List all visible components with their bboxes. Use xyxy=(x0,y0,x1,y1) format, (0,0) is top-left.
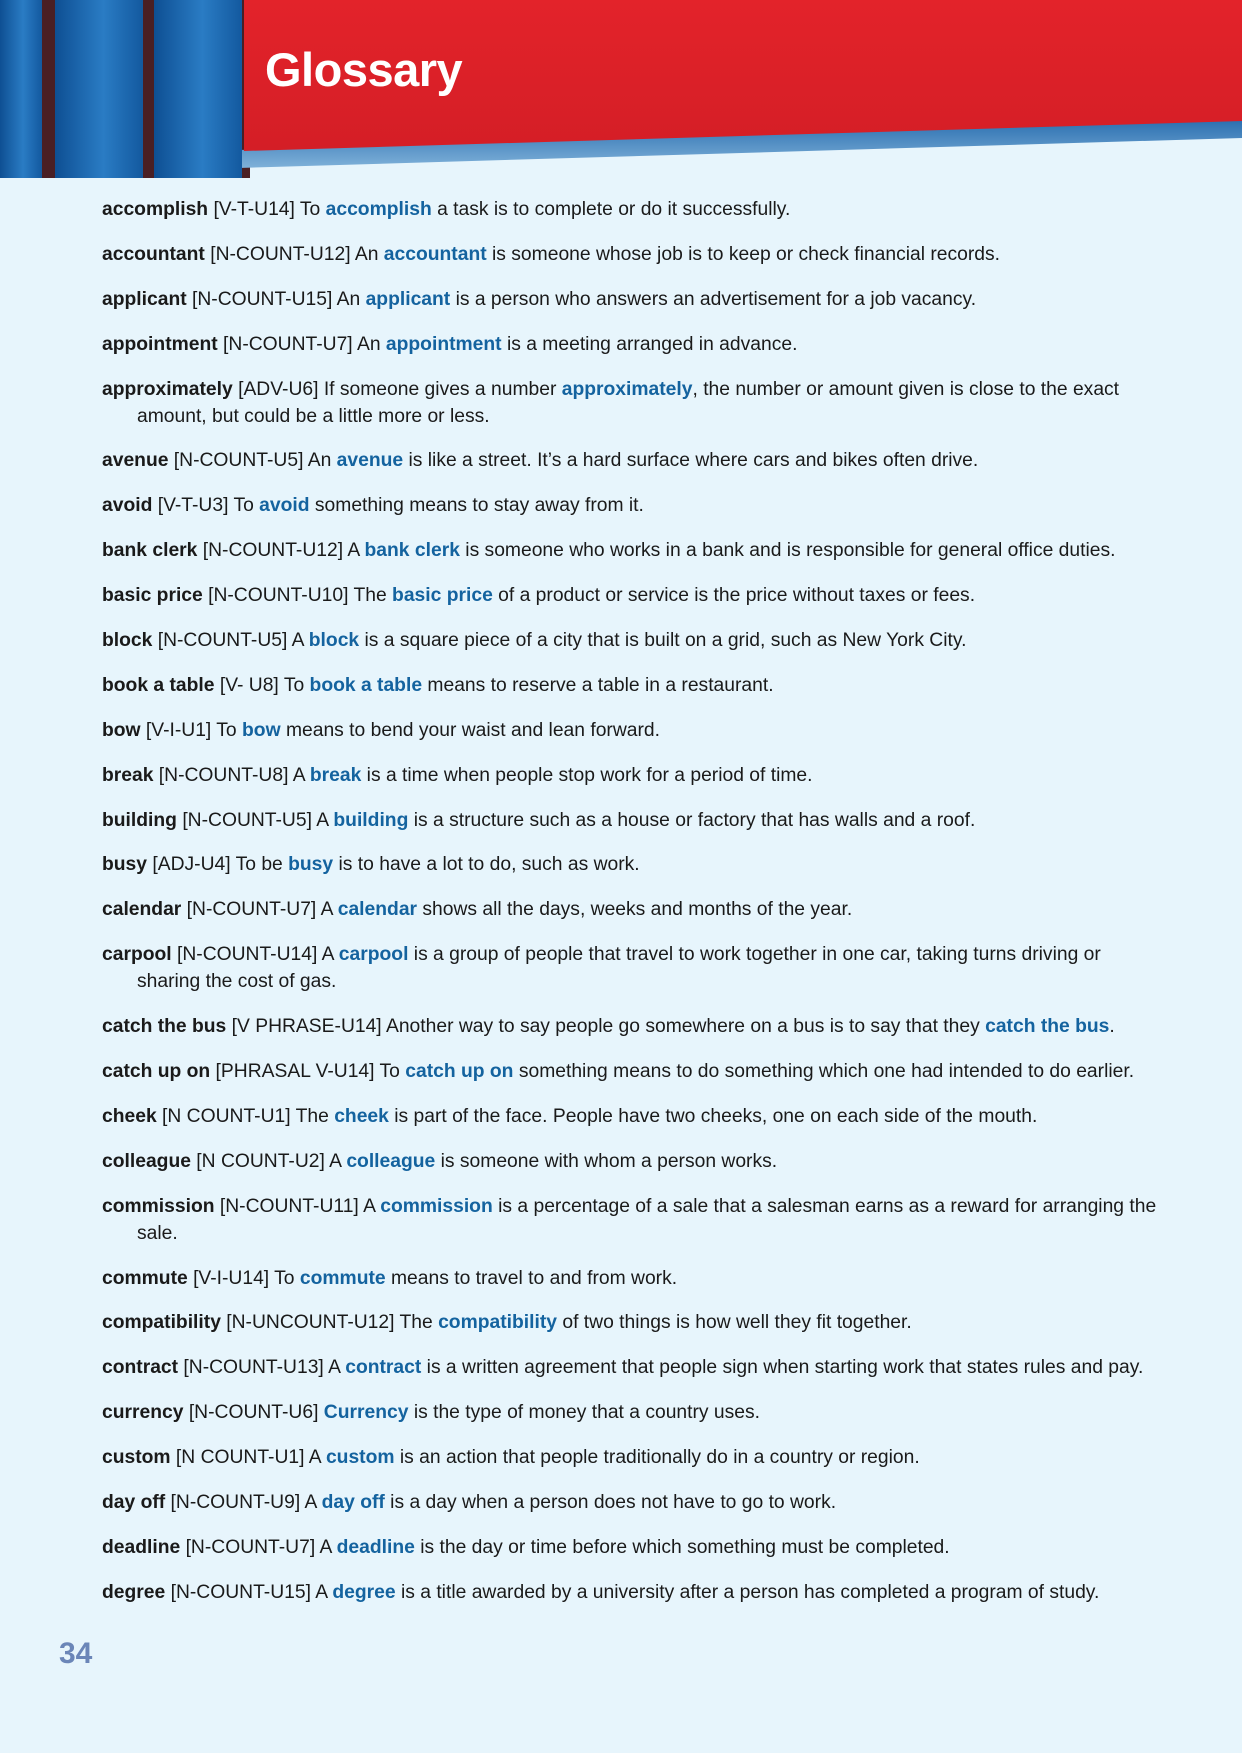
entry-tag: [ADV-U6] xyxy=(232,378,324,400)
entry-keyword: degree xyxy=(332,1581,396,1603)
entry-definition-start: A xyxy=(347,540,365,562)
entry-definition-end: something means to stay away from it. xyxy=(309,495,644,517)
entry-tag: [N-COUNT-U12] xyxy=(197,540,348,562)
entry-tag: [PHRASAL V-U14] xyxy=(210,1061,380,1083)
entry-keyword: Currency xyxy=(323,1402,409,1424)
entry-tag: [ADJ-U4] xyxy=(147,854,236,876)
entry-keyword: building xyxy=(333,809,409,831)
entry-headword: block xyxy=(102,630,153,652)
entry-definition-start: Another way to say people go somewhere on a bus is to say that they xyxy=(385,1016,986,1038)
entry-definition-start: An xyxy=(307,450,337,472)
glossary-entry xyxy=(102,537,1164,564)
glossary-entry xyxy=(102,1444,1164,1471)
glossary-entry xyxy=(102,196,1164,223)
glossary-entry xyxy=(102,1534,1164,1561)
glossary-entry xyxy=(102,851,1164,878)
entry-keyword: catch the bus xyxy=(985,1016,1110,1038)
glossary-entry xyxy=(102,582,1164,609)
entry-keyword: colleague xyxy=(346,1150,436,1172)
entry-headword: accomplish xyxy=(102,199,209,220)
entry-definition-start: A xyxy=(329,1150,347,1172)
entry-keyword: applicant xyxy=(365,288,451,310)
glossary-entry xyxy=(102,672,1164,699)
entry-keyword: bank clerk xyxy=(364,540,460,562)
glossary-entry xyxy=(102,762,1164,789)
entry-definition-end: is someone who works in a bank and is responsible for general office duties. xyxy=(459,540,1116,562)
entry-headword: applicant xyxy=(102,288,187,310)
entry-definition-start: To xyxy=(283,674,310,696)
entry-definition-end: , the number or amount given is close to the exact amount, but could be a little more or less. xyxy=(137,378,1120,427)
entry-tag: [N-COUNT-U11] xyxy=(214,1195,364,1217)
entry-definition-end: is a person who answers an advertisement for a job vacancy. xyxy=(450,288,977,310)
entry-definition-start: To xyxy=(233,495,260,517)
entry-tag: [N-COUNT-U13] xyxy=(178,1357,329,1379)
entry-headword: busy xyxy=(102,854,148,876)
entry-tag: [V-T-U14] xyxy=(208,199,300,220)
entry-keyword: compatibility xyxy=(438,1312,557,1334)
entry-definition-end: . xyxy=(1109,1016,1115,1038)
entry-keyword: break xyxy=(309,764,362,786)
entry-tag: [N-COUNT-U14] xyxy=(171,944,322,966)
entry-headword: day off xyxy=(102,1492,166,1514)
glossary-entry xyxy=(102,941,1164,995)
entry-keyword: commission xyxy=(380,1195,493,1217)
glossary-entry xyxy=(102,1013,1164,1040)
entry-definition-start: The xyxy=(399,1312,439,1334)
entry-definition-end: is a percentage of a sale that a salesman earns as a reward for arranging the sale. xyxy=(137,1195,1157,1244)
glossary-entry xyxy=(102,286,1164,313)
glossary-entries xyxy=(102,196,1164,1624)
entry-headword: calendar xyxy=(102,899,182,921)
entry-definition-end: a task is to complete or do it successfully. xyxy=(431,199,791,220)
entry-definition-start: A xyxy=(316,809,334,831)
entry-definition-start: A xyxy=(304,1492,322,1514)
glossary-entry xyxy=(102,1399,1164,1426)
entry-definition-end: is a square piece of a city that is built on a grid, such as New York City. xyxy=(359,630,967,652)
entry-definition-end: of a product or service is the price without taxes or fees. xyxy=(492,585,976,607)
entry-headword: approximately xyxy=(102,378,233,400)
entry-definition-end: is a structure such as a house or factory that has walls and a roof. xyxy=(408,809,976,831)
entry-headword: basic price xyxy=(102,585,203,607)
glossary-entry xyxy=(102,331,1164,358)
glossary-entry xyxy=(102,492,1164,519)
entry-keyword: appointment xyxy=(385,333,502,355)
page-title: Glossary xyxy=(265,43,463,96)
entry-tag: [N-COUNT-U5] xyxy=(168,450,308,472)
entry-tag: [N-COUNT-U7] xyxy=(217,333,357,355)
entry-definition-end: is part of the face. People have two cheeks, one on each side of the mouth. xyxy=(388,1105,1038,1127)
entry-definition-start: An xyxy=(354,243,384,265)
entry-definition-end: is an action that people traditionally do in a country or region. xyxy=(394,1447,920,1469)
entry-definition-end: is like a street. It’s a hard surface where cars and bikes often drive. xyxy=(403,450,979,472)
glossary-entry xyxy=(102,1489,1164,1516)
entry-tag: [V-I-U1] xyxy=(140,719,217,741)
entry-definition-end: means to travel to and from work. xyxy=(385,1267,678,1289)
entry-keyword: bow xyxy=(242,719,281,741)
glossary-entry xyxy=(102,376,1164,430)
entry-keyword: day off xyxy=(321,1492,385,1514)
entry-definition-start: To be xyxy=(235,854,289,876)
entry-headword: cheek xyxy=(102,1105,157,1127)
header-blue-tab-3 xyxy=(154,0,242,178)
entry-keyword: avenue xyxy=(336,450,404,472)
entry-definition-end: means to bend your waist and lean forward. xyxy=(280,719,661,741)
entry-definition-start: A xyxy=(320,899,338,921)
entry-keyword: busy xyxy=(288,854,334,876)
entry-definition-start: A xyxy=(308,1447,326,1469)
entry-definition-end: means to reserve a table in a restaurant. xyxy=(422,674,774,696)
entry-definition-end: of two things is how well they fit together. xyxy=(557,1312,912,1334)
entry-headword: catch the bus xyxy=(102,1016,227,1038)
entry-keyword: approximately xyxy=(561,378,693,400)
glossary-entry xyxy=(102,1579,1164,1606)
entry-definition-start: To xyxy=(379,1061,406,1083)
entry-headword: colleague xyxy=(102,1150,191,1172)
entry-keyword: custom xyxy=(325,1447,395,1469)
entry-keyword: basic price xyxy=(392,585,493,607)
entry-definition-end: is a group of people that travel to work together in one car, taking turns driving or sharing the cost of gas. xyxy=(137,944,1101,993)
entry-definition-end: is a day when a person does not have to go to work. xyxy=(384,1492,837,1514)
header-blue-tab-2 xyxy=(55,0,143,178)
entry-definition-start: To xyxy=(274,1267,300,1289)
entry-keyword: accountant xyxy=(383,243,487,265)
entry-headword: commission xyxy=(102,1195,215,1217)
entry-tag: [N-COUNT-U15] xyxy=(165,1581,316,1603)
entry-tag: [N-COUNT-U7] xyxy=(181,899,321,921)
entry-keyword: carpool xyxy=(338,944,409,966)
entry-headword: degree xyxy=(102,1581,166,1603)
glossary-entry xyxy=(102,627,1164,654)
entry-tag: [N-COUNT-U6] xyxy=(183,1402,324,1424)
entry-definition-start: An xyxy=(356,333,386,355)
entry-keyword: cheek xyxy=(334,1105,389,1127)
glossary-entry xyxy=(102,1354,1164,1381)
page-number: 34 xyxy=(59,1637,93,1670)
entry-keyword: book a table xyxy=(309,674,423,696)
glossary-entry xyxy=(102,896,1164,923)
entry-definition-end: is a meeting arranged in advance. xyxy=(501,333,798,355)
entry-definition-start: A xyxy=(292,764,310,786)
entry-keyword: avoid xyxy=(259,495,310,517)
entry-headword: contract xyxy=(102,1357,179,1379)
entry-tag: [V-T-U3] xyxy=(152,495,234,517)
entry-definition-start: A xyxy=(363,1195,381,1217)
entry-headword: appointment xyxy=(102,333,218,355)
entry-tag: [N-COUNT-U5] xyxy=(152,630,292,652)
entry-definition-end: is the type of money that a country uses. xyxy=(408,1402,761,1424)
entry-headword: bow xyxy=(102,719,141,741)
entry-tag: [N-COUNT-U12] xyxy=(204,243,355,265)
entry-tag: [N-COUNT-U9] xyxy=(165,1492,305,1514)
entry-headword: compatibility xyxy=(102,1312,221,1334)
glossary-entry xyxy=(102,1148,1164,1175)
entry-headword: building xyxy=(102,809,177,831)
entry-tag: [N-COUNT-U7] xyxy=(180,1536,320,1558)
glossary-entry xyxy=(102,1265,1164,1292)
header-band xyxy=(0,0,1242,178)
entry-definition-end: shows all the days, weeks and months of the year. xyxy=(417,899,853,921)
entry-headword: break xyxy=(102,764,154,786)
entry-tag: [N COUNT-U1] xyxy=(170,1447,309,1469)
glossary-entry xyxy=(102,241,1164,268)
entry-keyword: calendar xyxy=(337,899,418,921)
entry-definition-end: is a written agreement that people sign when starting work that states rules and pay. xyxy=(421,1357,1144,1379)
entry-headword: accountant xyxy=(102,243,205,265)
entry-headword: catch up on xyxy=(102,1061,211,1083)
glossary-entry xyxy=(102,1058,1164,1085)
entry-definition-start: To xyxy=(299,199,326,220)
entry-tag: [V- U8] xyxy=(214,674,284,696)
entry-definition-start: A xyxy=(319,1536,337,1558)
entry-definition-end: is a title awarded by a university after a person has completed a program of study. xyxy=(395,1581,1100,1603)
entry-definition-start: A xyxy=(321,944,339,966)
entry-definition-start: To xyxy=(216,719,243,741)
entry-keyword: deadline xyxy=(336,1536,415,1558)
entry-headword: avenue xyxy=(102,450,169,472)
entry-definition-start: A xyxy=(315,1581,333,1603)
entry-definition-end: is someone with whom a person works. xyxy=(435,1150,778,1172)
glossary-entry xyxy=(102,1103,1164,1130)
entry-definition-end: is someone whose job is to keep or check financial records. xyxy=(486,243,1001,265)
glossary-entry xyxy=(102,447,1164,474)
entry-tag: [N-UNCOUNT-U12] xyxy=(220,1312,400,1334)
entry-keyword: catch up on xyxy=(405,1061,514,1083)
entry-definition-end: something means to do something which one had intended to do earlier. xyxy=(513,1061,1135,1083)
entry-tag: [N COUNT-U1] xyxy=(156,1105,296,1127)
glossary-entry xyxy=(102,717,1164,744)
entry-tag: [N-COUNT-U15] xyxy=(186,288,337,310)
glossary-entry xyxy=(102,1309,1164,1336)
entry-definition-start: If someone gives a number xyxy=(323,378,562,400)
entry-keyword: contract xyxy=(345,1357,422,1379)
entry-headword: avoid xyxy=(102,495,153,517)
header-blue-tab-1 xyxy=(0,0,42,178)
entry-headword: custom xyxy=(102,1447,171,1469)
entry-tag: [N-COUNT-U5] xyxy=(176,809,317,831)
entry-definition-end: is the day or time before which something must be completed. xyxy=(414,1536,950,1558)
entry-definition-start: A xyxy=(291,630,309,652)
glossary-entry xyxy=(102,807,1164,834)
entry-tag: [N COUNT-U2] xyxy=(190,1150,330,1172)
entry-headword: bank clerk xyxy=(102,540,198,562)
entry-headword: currency xyxy=(102,1402,184,1424)
entry-tag: [N-COUNT-U8] xyxy=(153,764,293,786)
entry-keyword: block xyxy=(308,630,360,652)
entry-definition-start: An xyxy=(336,288,366,310)
entry-headword: book a table xyxy=(102,674,215,696)
entry-tag: [N-COUNT-U10] xyxy=(202,585,354,607)
entry-tag: [V-I-U14] xyxy=(187,1267,275,1289)
entry-keyword: accomplish xyxy=(325,199,432,220)
entry-definition-end: is a time when people stop work for a period of time. xyxy=(361,764,813,786)
entry-definition-start: The xyxy=(353,585,393,607)
entry-definition-end: is to have a lot to do, such as work. xyxy=(333,854,640,876)
entry-headword: commute xyxy=(102,1267,188,1289)
entry-definition-start: The xyxy=(295,1105,335,1127)
entry-tag: [V PHRASE-U14] xyxy=(226,1016,386,1038)
entry-headword: deadline xyxy=(102,1536,181,1558)
entry-headword: carpool xyxy=(102,944,172,966)
glossary-entry xyxy=(102,1193,1164,1247)
entry-keyword: commute xyxy=(299,1267,386,1289)
entry-definition-start: A xyxy=(328,1357,346,1379)
